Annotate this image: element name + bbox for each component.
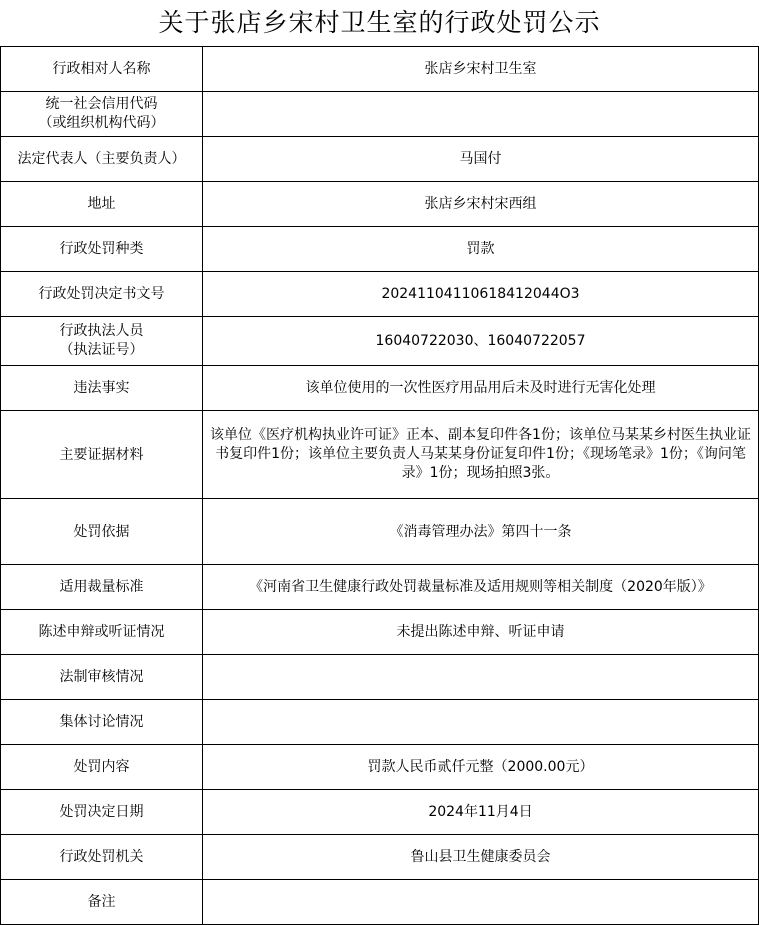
row-value: 该单位《医疗机构执业许可证》正本、副本复印件各1份；该单位马某某乡村医生执业证书复印件1份；该单位主要负责人马某某身份证复印件1份；《现场笔录》1份；《询问笔录》1份；现场拍照3张。 <box>203 411 759 499</box>
row-label-text: 行政执法人员 （执法证号） <box>59 323 144 358</box>
row-label: 处罚决定日期 <box>1 790 203 835</box>
table-row <box>1 137 759 182</box>
table-row <box>1 272 759 317</box>
row-label: 违法事实 <box>1 366 203 411</box>
row-value <box>203 92 759 137</box>
table-row <box>1 499 759 565</box>
row-label: 行政处罚种类 <box>1 227 203 272</box>
table-row <box>1 366 759 411</box>
row-value <box>203 700 759 745</box>
row-label: 处罚内容 <box>1 745 203 790</box>
row-value: 《河南省卫生健康行政处罚裁量标准及适用规则等相关制度（2020年版）》 <box>203 565 759 610</box>
table-row <box>1 610 759 655</box>
row-value <box>203 880 759 925</box>
row-label: 集体讨论情况 <box>1 700 203 745</box>
page-title: 关于张店乡宋村卫生室的行政处罚公示 <box>158 8 601 37</box>
table-row <box>1 745 759 790</box>
table-row <box>1 790 759 835</box>
row-label: 地址 <box>1 182 203 227</box>
row-value: 张店乡宋村卫生室 <box>203 47 759 92</box>
table-row <box>1 47 759 92</box>
table-row <box>1 92 759 137</box>
row-value: 20241104110618412044O3 <box>203 272 759 317</box>
row-value: 罚款人民币贰仟元整（2000.00元） <box>203 745 759 790</box>
row-value: 马国付 <box>203 137 759 182</box>
row-label <box>1 317 203 366</box>
row-label: 行政处罚机关 <box>1 835 203 880</box>
row-value: 未提出陈述申辩、听证申请 <box>203 610 759 655</box>
row-value: 鲁山县卫生健康委员会 <box>203 835 759 880</box>
row-label: 陈述申辩或听证情况 <box>1 610 203 655</box>
row-value: 16040722030、16040722057 <box>203 317 759 366</box>
row-label: 处罚依据 <box>1 499 203 565</box>
table-row <box>1 182 759 227</box>
row-label: 适用裁量标准 <box>1 565 203 610</box>
table-row <box>1 880 759 925</box>
row-value: 2024年11月4日 <box>203 790 759 835</box>
row-label: 备注 <box>1 880 203 925</box>
row-value <box>203 655 759 700</box>
table-row <box>1 411 759 499</box>
table-row <box>1 565 759 610</box>
row-label: 法定代表人（主要负责人） <box>1 137 203 182</box>
table-row <box>1 655 759 700</box>
row-value: 张店乡宋村宋西组 <box>203 182 759 227</box>
row-label: 主要证据材料 <box>1 411 203 499</box>
row-label: 行政相对人名称 <box>1 47 203 92</box>
row-value: 该单位使用的一次性医疗用品用后未及时进行无害化处理 <box>203 366 759 411</box>
table-row <box>1 317 759 366</box>
row-label-text: 统一社会信用代码 （或组织机构代码） <box>38 96 165 131</box>
row-label: 行政处罚决定书文号 <box>1 272 203 317</box>
table-row <box>1 835 759 880</box>
row-label <box>1 92 203 137</box>
penalty-table <box>0 46 759 925</box>
row-value: 罚款 <box>203 227 759 272</box>
row-value: 《消毒管理办法》第四十一条 <box>203 499 759 565</box>
table-row <box>1 227 759 272</box>
table-row <box>1 700 759 745</box>
row-label: 法制审核情况 <box>1 655 203 700</box>
